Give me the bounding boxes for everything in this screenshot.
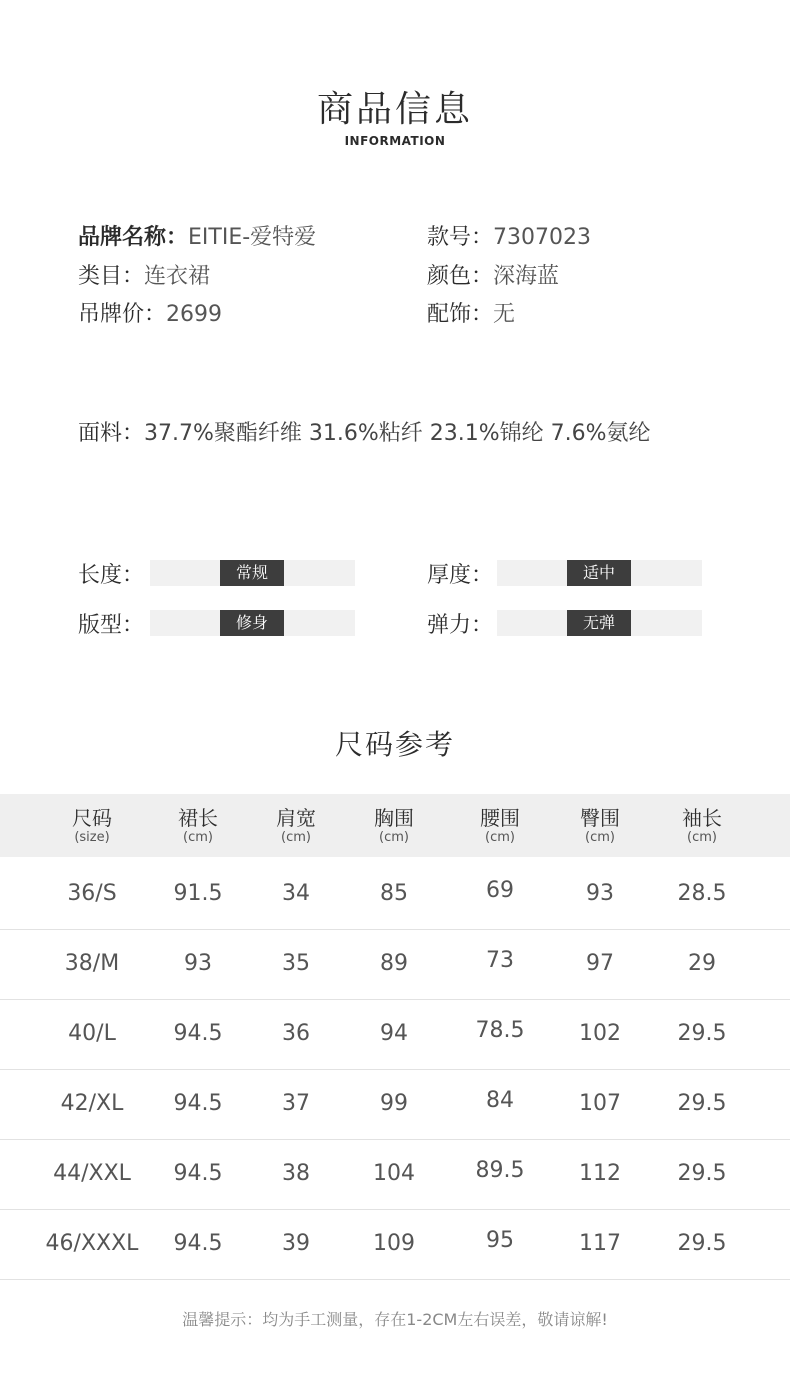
table-cell: 97 — [586, 951, 614, 976]
header-label: 袖长 — [682, 806, 722, 830]
table-cell: 94.5 — [173, 1161, 223, 1186]
color-value: 深海蓝 — [493, 263, 560, 289]
table-cell: 95 — [486, 1228, 514, 1253]
fit-bar — [150, 610, 355, 636]
header-hip — [580, 794, 620, 857]
table-cell: 112 — [579, 1161, 621, 1186]
table-cell: 104 — [373, 1161, 415, 1186]
info-brand — [78, 219, 316, 258]
length-badge: 常规 — [220, 560, 284, 586]
header-label: 臀围 — [580, 806, 620, 830]
size-table-header — [0, 794, 790, 857]
table-cell: 89 — [380, 951, 408, 976]
category-label: 类目： — [78, 263, 145, 289]
table-cell: 91.5 — [173, 881, 223, 906]
table-cell: 73 — [486, 948, 514, 973]
header-waist — [480, 794, 520, 857]
brand-label: 品牌名称： — [78, 225, 189, 250]
table-cell: 38/M — [64, 951, 120, 976]
header-bust — [374, 794, 414, 857]
header-label: 肩宽 — [276, 806, 316, 830]
page-subtitle: INFORMATION — [344, 134, 446, 148]
length-bar — [150, 560, 355, 586]
table-row — [0, 999, 790, 1070]
fit-label: 版型： — [78, 613, 145, 638]
table-cell: 29.5 — [677, 1091, 727, 1116]
header-sleeve — [682, 794, 722, 857]
table-cell: 28.5 — [677, 881, 727, 906]
table-cell: 44/XXL — [53, 1161, 131, 1186]
table-cell: 94.5 — [173, 1231, 223, 1256]
price-label: 吊牌价： — [78, 302, 167, 327]
table-cell: 29.5 — [677, 1021, 727, 1046]
fabric-info — [78, 416, 651, 447]
header-unit: (cm) — [485, 830, 515, 845]
table-cell: 94.5 — [173, 1091, 223, 1116]
table-cell: 109 — [373, 1231, 415, 1256]
header-label: 裙长 — [178, 806, 218, 830]
color-label: 颜色： — [427, 263, 494, 289]
table-cell: 84 — [486, 1088, 514, 1113]
table-cell: 94.5 — [173, 1021, 223, 1046]
table-cell: 35 — [282, 951, 310, 976]
page-title: 商品信息 — [316, 89, 473, 130]
accessory-value: 无 — [493, 302, 516, 327]
header-dress-length — [178, 794, 218, 857]
table-cell: 29.5 — [677, 1231, 727, 1256]
info-category — [78, 258, 316, 297]
table-cell: 94 — [380, 1021, 408, 1046]
info-style-no — [427, 219, 591, 258]
info-right-column — [427, 219, 591, 335]
table-row — [0, 1069, 790, 1140]
table-cell: 36 — [282, 1021, 310, 1046]
header-unit: (cm) — [183, 830, 213, 845]
table-cell: 29 — [688, 951, 716, 976]
accessory-label: 配饰： — [427, 302, 494, 327]
info-accessory — [427, 296, 591, 335]
section-header — [0, 88, 790, 148]
table-cell: 93 — [586, 881, 614, 906]
table-cell: 85 — [380, 881, 408, 906]
thickness-badge: 适中 — [567, 560, 631, 586]
header-label: 胸围 — [374, 806, 414, 830]
header-unit: (cm) — [379, 830, 409, 845]
info-price — [78, 296, 316, 335]
table-cell: 38 — [282, 1161, 310, 1186]
table-cell: 107 — [579, 1091, 621, 1116]
table-cell: 117 — [579, 1231, 621, 1256]
table-cell: 40/L — [68, 1021, 116, 1046]
table-cell: 34 — [282, 881, 310, 906]
info-color — [427, 258, 591, 297]
header-unit: (cm) — [281, 830, 311, 845]
table-row — [0, 859, 790, 930]
table-cell: 93 — [184, 951, 212, 976]
style-no-label: 款号： — [427, 225, 494, 250]
elasticity-badge: 无弹 — [567, 610, 631, 636]
table-cell: 102 — [579, 1021, 621, 1046]
table-cell: 42/XL — [60, 1091, 124, 1116]
table-cell: 36/S — [67, 881, 117, 906]
table-cell: 29.5 — [677, 1161, 727, 1186]
fabric-label: 面料： — [78, 421, 145, 446]
table-row — [0, 1209, 790, 1280]
header-label: 尺码 — [72, 806, 112, 830]
fit-badge: 修身 — [220, 610, 284, 636]
header-unit: (cm) — [687, 830, 717, 845]
elasticity-label: 弹力： — [427, 613, 494, 638]
brand-value: EITIE-爱特爱 — [188, 225, 317, 250]
table-row — [0, 1139, 790, 1210]
header-label: 腰围 — [480, 806, 520, 830]
table-row — [0, 929, 790, 1000]
length-label: 长度： — [78, 563, 145, 588]
style-no-value: 7307023 — [493, 225, 591, 250]
table-cell: 46/XXXL — [45, 1231, 139, 1256]
table-cell: 39 — [282, 1231, 310, 1256]
header-size — [72, 794, 112, 857]
table-cell: 69 — [486, 878, 514, 903]
thickness-label: 厚度： — [427, 563, 494, 588]
table-cell: 99 — [380, 1091, 408, 1116]
category-value: 连衣裙 — [144, 263, 211, 289]
fabric-value: 37.7%聚酯纤维 31.6%粘纤 23.1%锦纶 7.6%氨纶 — [144, 421, 651, 446]
table-cell: 89.5 — [475, 1158, 525, 1183]
thickness-bar — [497, 560, 702, 586]
measurement-tip: 温馨提示：均为手工测量，存在1-2CM左右误差，敬请谅解! — [182, 1310, 608, 1329]
table-cell: 37 — [282, 1091, 310, 1116]
header-unit: (cm) — [585, 830, 615, 845]
header-shoulder — [276, 794, 316, 857]
price-value: 2699 — [166, 302, 223, 327]
info-left-column — [78, 219, 316, 335]
table-cell: 78.5 — [475, 1018, 525, 1043]
header-unit: (size) — [74, 830, 110, 845]
size-table-title: 尺码参考 — [334, 728, 455, 761]
elasticity-bar — [497, 610, 702, 636]
